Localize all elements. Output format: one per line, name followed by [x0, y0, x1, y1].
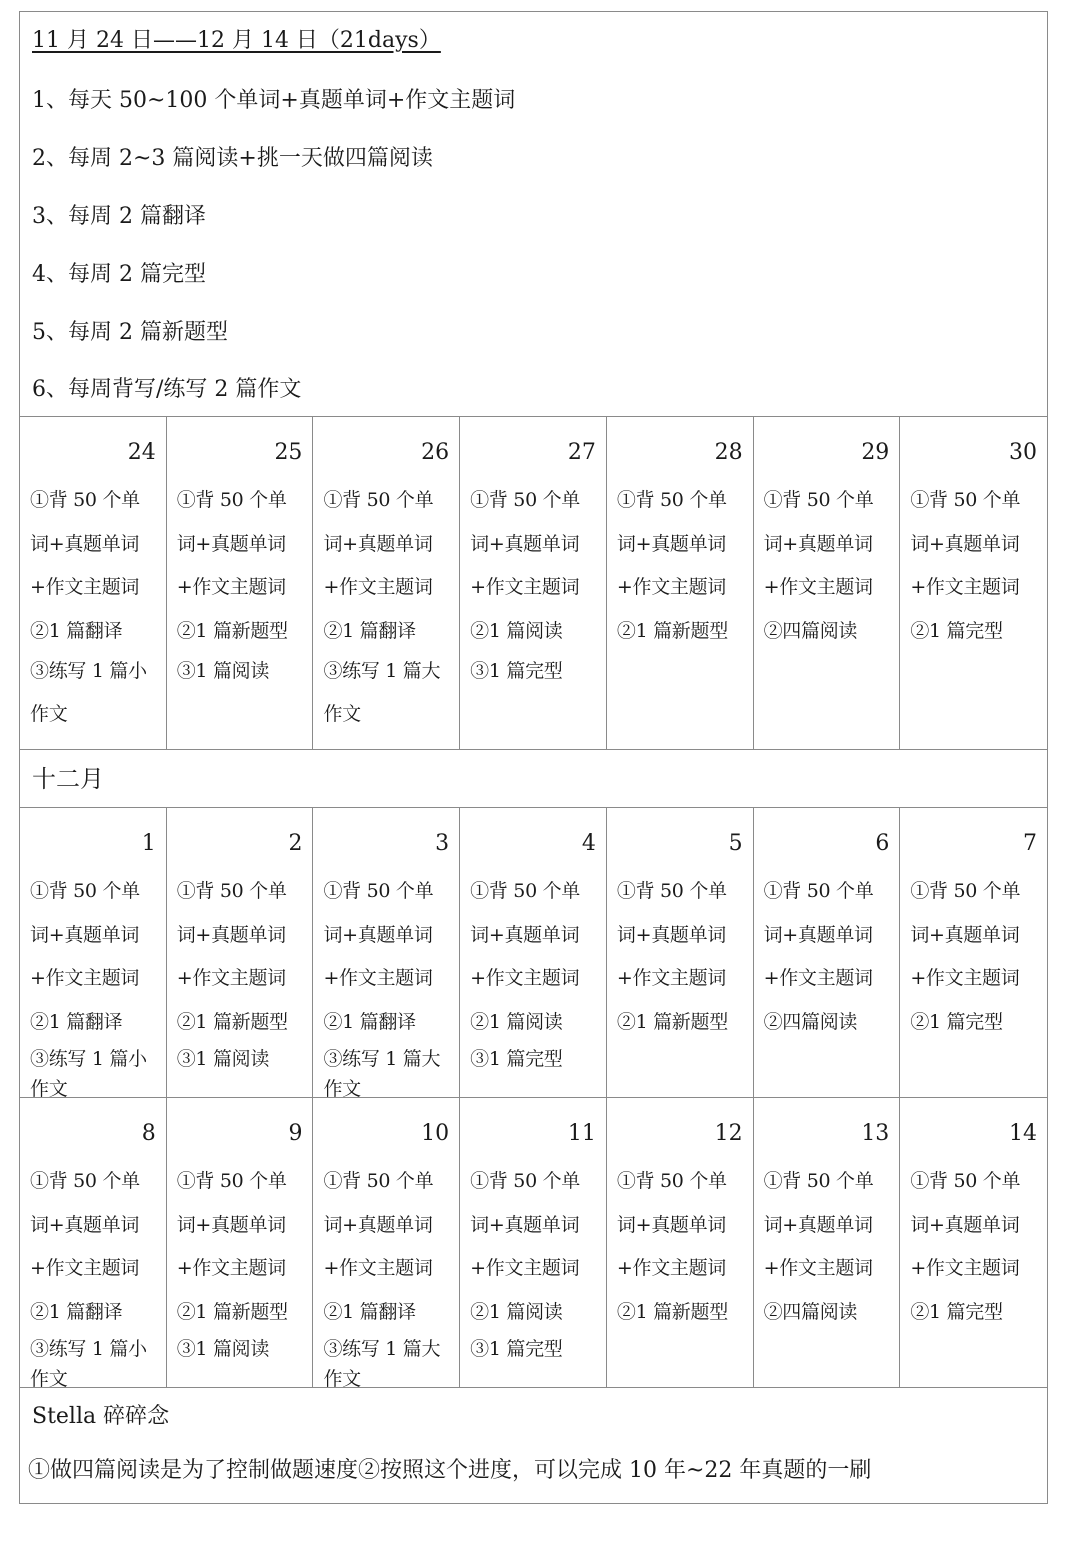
- day-cell: [460, 1098, 607, 1387]
- task-line: 词+真题单词: [176, 532, 286, 555]
- task-line: ①背 50 个单: [323, 880, 434, 902]
- task-line: 词+真题单词: [616, 923, 726, 946]
- task-line: 词+真题单词: [470, 532, 580, 555]
- task-line: ③1 篇完型: [470, 659, 563, 682]
- rule-item: 4、每周 2 篇完型: [32, 262, 206, 287]
- task-line: 作文: [323, 1077, 361, 1100]
- week-row-nov: [20, 417, 1047, 750]
- rule-item: 3、每周 2 篇翻译: [32, 204, 206, 229]
- task-line: ③练写 1 篇小: [30, 659, 147, 682]
- task-line: ①背 50 个单: [323, 489, 434, 511]
- task-line: ①背 50 个单: [470, 1170, 581, 1192]
- task-line: ②1 篇新题型: [176, 619, 288, 642]
- task-line: ①背 50 个单: [616, 489, 727, 511]
- task-line: +作文主题词: [176, 576, 286, 598]
- day-number: 5: [728, 831, 743, 856]
- task-line: 词+真题单词: [910, 1213, 1020, 1236]
- task-line: ①背 50 个单: [910, 1170, 1021, 1192]
- task-line: ③练写 1 篇大: [323, 659, 441, 682]
- task-line: 词+真题单词: [323, 532, 433, 555]
- task-line: ①背 50 个单: [910, 489, 1021, 511]
- day-number: 12: [714, 1121, 743, 1146]
- day-cell: [167, 808, 314, 1097]
- day-cell: [20, 808, 167, 1100]
- task-line: ①背 50 个单: [470, 489, 581, 511]
- day-cell: [607, 1098, 754, 1387]
- day-number: 1: [141, 831, 156, 856]
- task-line: ③1 篇完型: [470, 1337, 563, 1360]
- task-line: +作文主题词: [323, 1257, 433, 1279]
- task-line: 词+真题单词: [763, 532, 873, 555]
- month-row: [20, 750, 1047, 808]
- task-line: +作文主题词: [763, 1257, 873, 1279]
- task-line: +作文主题词: [910, 1257, 1020, 1279]
- day-cell: [754, 417, 901, 749]
- task-line: 词+真题单词: [910, 532, 1020, 555]
- task-line: +作文主题词: [470, 576, 580, 598]
- task-line: ②四篇阅读: [763, 1300, 858, 1323]
- task-line: +作文主题词: [176, 1257, 286, 1279]
- day-number: 6: [875, 831, 890, 856]
- day-number: 10: [421, 1121, 450, 1146]
- day-cell: [313, 808, 460, 1100]
- task-line: +作文主题词: [323, 576, 433, 598]
- day-cell: [900, 417, 1047, 749]
- week-row-dec-1: [20, 808, 1047, 1098]
- day-cell: [20, 417, 167, 749]
- task-line: 作文: [30, 1367, 68, 1390]
- day-cell: [754, 1098, 901, 1387]
- task-line: ①背 50 个单: [30, 489, 140, 511]
- rule-item: 2、每周 2~3 篇阅读+挑一天做四篇阅读: [32, 146, 433, 171]
- task-line: +作文主题词: [323, 967, 433, 989]
- day-cell: [167, 417, 314, 749]
- day-number: 4: [581, 831, 596, 856]
- day-number: 14: [1009, 1121, 1038, 1146]
- task-line: 作文: [323, 1367, 361, 1390]
- rule-item: 6、每周背写/练写 2 篇作文: [32, 377, 302, 402]
- notes-body: ①做四篇阅读是为了控制做题速度②按照这个进度，可以完成 10 年~22 年真题的一刷: [28, 1458, 872, 1483]
- task-line: ③练写 1 篇小: [30, 1337, 147, 1360]
- task-line: ①背 50 个单: [176, 489, 287, 511]
- task-line: ③1 篇阅读: [176, 659, 270, 682]
- day-number: 30: [1009, 440, 1038, 465]
- day-cell: [754, 808, 901, 1097]
- task-line: 词+真题单词: [910, 923, 1020, 946]
- task-line: 词+真题单词: [30, 532, 140, 555]
- task-line: ③1 篇完型: [470, 1047, 563, 1070]
- task-line: +作文主题词: [470, 1257, 580, 1279]
- task-line: ①背 50 个单: [30, 880, 140, 902]
- task-line: ③1 篇阅读: [176, 1047, 270, 1070]
- task-line: 词+真题单词: [763, 923, 873, 946]
- day-number: 2: [288, 831, 303, 856]
- task-line: 词+真题单词: [470, 923, 580, 946]
- task-line: ①背 50 个单: [763, 489, 874, 511]
- task-line: ②1 篇翻译: [323, 1010, 416, 1033]
- task-line: 词+真题单词: [763, 1213, 873, 1236]
- task-line: ①背 50 个单: [30, 1170, 140, 1192]
- day-number: 26: [421, 440, 450, 465]
- day-cell: [167, 1098, 314, 1387]
- task-line: +作文主题词: [616, 967, 726, 989]
- task-line: ①背 50 个单: [910, 880, 1021, 902]
- day-cell: [607, 808, 754, 1097]
- day-cell: [607, 417, 754, 749]
- day-cell: [900, 808, 1047, 1097]
- task-line: ①背 50 个单: [616, 1170, 727, 1192]
- day-number: 9: [288, 1121, 303, 1146]
- day-cell: [460, 417, 607, 749]
- notes-title: Stella 碎碎念: [32, 1404, 170, 1429]
- task-line: ③练写 1 篇大: [323, 1337, 441, 1360]
- day-number: 7: [1023, 831, 1038, 856]
- task-line: +作文主题词: [910, 576, 1020, 598]
- study-plan-table: [19, 11, 1048, 1504]
- day-number: 13: [861, 1121, 890, 1146]
- task-line: ①背 50 个单: [763, 880, 874, 902]
- task-line: +作文主题词: [616, 576, 726, 598]
- month-label: 十二月: [32, 765, 104, 793]
- task-line: 词+真题单词: [176, 1213, 286, 1236]
- task-line: +作文主题词: [30, 1257, 140, 1279]
- task-line: +作文主题词: [176, 967, 286, 989]
- day-number: 25: [274, 440, 303, 465]
- week-row-dec-2: [20, 1098, 1047, 1388]
- task-line: ③1 篇阅读: [176, 1337, 270, 1360]
- task-line: +作文主题词: [470, 967, 580, 989]
- task-line: ②1 篇翻译: [30, 1010, 123, 1033]
- notes-section: [20, 1388, 1047, 1503]
- task-line: 词+真题单词: [616, 1213, 726, 1236]
- task-line: 作文: [30, 702, 68, 725]
- day-number: 29: [861, 440, 890, 465]
- task-line: 词+真题单词: [30, 923, 140, 946]
- day-number: 11: [567, 1121, 596, 1146]
- task-line: ①背 50 个单: [616, 880, 727, 902]
- task-line: ①背 50 个单: [470, 880, 581, 902]
- day-cell: [313, 417, 460, 749]
- task-line: +作文主题词: [910, 967, 1020, 989]
- task-line: ②1 篇完型: [910, 1300, 1003, 1323]
- day-number: 3: [435, 831, 450, 856]
- task-line: 词+真题单词: [323, 923, 433, 946]
- task-line: ②1 篇完型: [910, 619, 1003, 642]
- task-line: ①背 50 个单: [323, 1170, 434, 1192]
- task-line: ②1 篇阅读: [470, 1300, 563, 1323]
- task-line: ②1 篇阅读: [470, 619, 563, 642]
- rule-item: 5、每周 2 篇新题型: [32, 320, 228, 345]
- day-cell: [313, 1098, 460, 1390]
- rule-item: 1、每天 50~100 个单词+真题单词+作文主题词: [32, 88, 516, 113]
- day-number: 27: [567, 440, 596, 465]
- task-line: ①背 50 个单: [176, 880, 287, 902]
- task-line: +作文主题词: [30, 576, 140, 598]
- task-line: +作文主题词: [30, 967, 140, 989]
- task-line: 词+真题单词: [30, 1213, 140, 1236]
- task-line: ③练写 1 篇大: [323, 1047, 441, 1070]
- task-line: ①背 50 个单: [763, 1170, 874, 1192]
- task-line: ②1 篇新题型: [176, 1010, 288, 1033]
- day-number: 24: [127, 440, 156, 465]
- task-line: ②1 篇翻译: [30, 1300, 123, 1323]
- task-line: ③练写 1 篇小: [30, 1047, 147, 1070]
- task-line: 词+真题单词: [470, 1213, 580, 1236]
- day-number: 8: [141, 1121, 156, 1146]
- task-line: 作文: [30, 1077, 68, 1100]
- task-line: ②四篇阅读: [763, 619, 858, 642]
- day-cell: [900, 1098, 1047, 1387]
- task-line: 词+真题单词: [323, 1213, 433, 1236]
- task-line: ②四篇阅读: [763, 1010, 858, 1033]
- task-line: ②1 篇阅读: [470, 1010, 563, 1033]
- plan-title: 11 月 24 日——12 月 14 日（21days）: [32, 28, 441, 53]
- task-line: ②1 篇完型: [910, 1010, 1003, 1033]
- task-line: +作文主题词: [616, 1257, 726, 1279]
- task-line: 作文: [323, 702, 361, 725]
- day-cell: [460, 808, 607, 1097]
- task-line: 词+真题单词: [176, 923, 286, 946]
- task-line: ②1 篇翻译: [30, 619, 123, 642]
- plan-header: [20, 12, 1047, 417]
- task-line: ②1 篇新题型: [616, 1010, 728, 1033]
- task-line: 词+真题单词: [616, 532, 726, 555]
- task-line: ②1 篇翻译: [323, 619, 416, 642]
- task-line: ①背 50 个单: [176, 1170, 287, 1192]
- task-line: ②1 篇新题型: [616, 1300, 728, 1323]
- task-line: ②1 篇翻译: [323, 1300, 416, 1323]
- task-line: ②1 篇新题型: [176, 1300, 288, 1323]
- task-line: ②1 篇新题型: [616, 619, 728, 642]
- day-cell: [20, 1098, 167, 1390]
- day-number: 28: [714, 440, 743, 465]
- task-line: +作文主题词: [763, 576, 873, 598]
- task-line: +作文主题词: [763, 967, 873, 989]
